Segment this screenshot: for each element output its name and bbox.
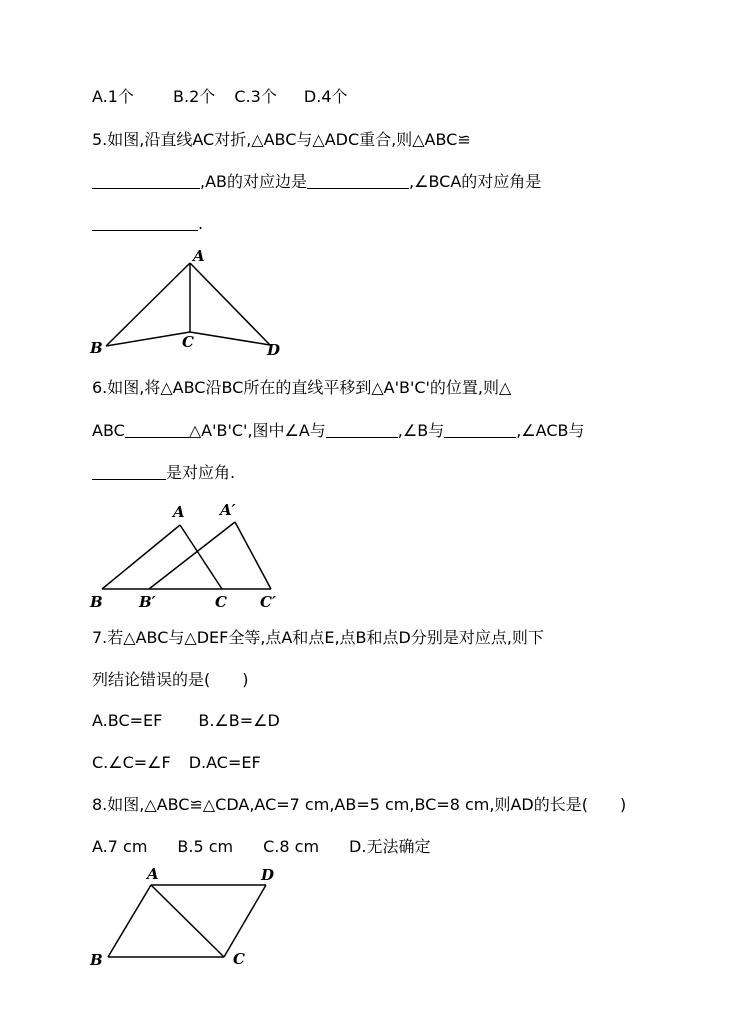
q5-segment-ad	[190, 263, 270, 345]
q6-label-c: C	[215, 593, 227, 611]
q6-blank-2[interactable]	[326, 423, 398, 438]
q5-line1: 5.如图,沿直线AC对折,△ABC与△ADC重合,则△ABC≌	[92, 130, 471, 149]
q7-line1: 7.若△ABC与△DEF全等,点A和点E,点B和点D分别是对应点,则下	[92, 628, 544, 647]
q6-line2	[92, 421, 584, 441]
q5-figure	[85, 245, 295, 360]
q6-line2-text-b: △A'B'C',图中∠A与	[188, 421, 326, 440]
q4-option-c: C.3个	[234, 87, 277, 106]
q6-line2-text-d: ,∠ACB与	[516, 421, 585, 440]
q6-line2-text-c: ,∠B与	[397, 421, 445, 440]
q8-label-a: A	[147, 865, 159, 883]
q6-blank-3[interactable]	[444, 423, 516, 438]
q8-segment-ab	[108, 885, 151, 957]
q6-figure	[85, 495, 295, 615]
q6-segment-a2c2	[235, 522, 271, 589]
q7-options-row2	[92, 753, 261, 773]
q5-label-b: B	[90, 339, 103, 357]
q8-option-b[interactable]: B.5 cm	[177, 837, 234, 856]
q8-option-c[interactable]: C.8 cm	[263, 837, 320, 856]
q6-label-a-prime: A′	[220, 501, 236, 519]
q6-label-c-prime: C′	[260, 593, 276, 611]
q5-label-a: A	[193, 247, 205, 265]
q7-option-a[interactable]: A.BC=EF	[92, 711, 163, 730]
q8-label-c: C	[233, 950, 245, 968]
q5-blank-3[interactable]	[92, 216, 198, 231]
q6-label-b: B	[90, 593, 103, 611]
q5-segment-cd	[190, 332, 270, 345]
q4-option-a: A.1个	[92, 87, 134, 106]
q6-segment-ab	[102, 525, 180, 589]
q5-label-d: D	[267, 341, 281, 359]
q7-option-c[interactable]: C.∠C=∠F	[92, 753, 171, 772]
q8-label-b: B	[90, 951, 103, 969]
q7-options-row1	[92, 711, 280, 731]
q6-blank-1[interactable]	[125, 423, 189, 438]
q6-line3-end: 是对应角.	[166, 463, 236, 482]
q8-label-d: D	[261, 866, 275, 884]
q5-blank-2[interactable]	[307, 174, 409, 189]
q4-option-b: B.2个	[173, 87, 216, 106]
q6-line3	[92, 463, 235, 483]
q6-line1: 6.如图,将△ABC沿BC所在的直线平移到△A'B'C'的位置,则△	[92, 378, 512, 397]
q8-option-a[interactable]: A.7 cm	[92, 837, 148, 856]
q5-line2-text-a: ,AB的对应边是	[200, 172, 308, 191]
q8-option-d[interactable]: D.无法确定	[349, 837, 431, 856]
q6-line2-text-a: ABC	[92, 421, 125, 440]
q6-blank-4[interactable]	[92, 465, 166, 480]
q6-segment-ac	[180, 525, 222, 589]
q4-option-d: D.4个	[303, 87, 348, 106]
q8-segment-cd	[224, 885, 266, 957]
q4-options	[92, 87, 348, 107]
q7-line2: 列结论错误的是( )	[92, 670, 249, 689]
q5-line2	[92, 172, 541, 192]
q5-blank-1[interactable]	[92, 174, 200, 189]
q8-line1: 8.如图,△ABC≌△CDA,AC=7 cm,AB=5 cm,BC=8 cm,则AD的长是( )	[92, 795, 627, 814]
q6-segment-a2b2	[149, 522, 235, 589]
q7-option-b[interactable]: B.∠B=∠D	[198, 711, 280, 730]
q8-figure	[85, 860, 295, 975]
q8-options	[92, 837, 430, 857]
q7-option-d[interactable]: D.AC=EF	[188, 753, 261, 772]
q8-segment-ac	[151, 885, 224, 957]
q5-label-c: C	[182, 333, 194, 351]
q5-line2-text-b: ,∠BCA的对应角是	[409, 172, 542, 191]
q6-label-a: A	[173, 503, 185, 521]
q6-label-b-prime: B′	[139, 593, 156, 611]
q5-line3	[92, 214, 203, 234]
q5-line3-end: .	[198, 214, 204, 233]
